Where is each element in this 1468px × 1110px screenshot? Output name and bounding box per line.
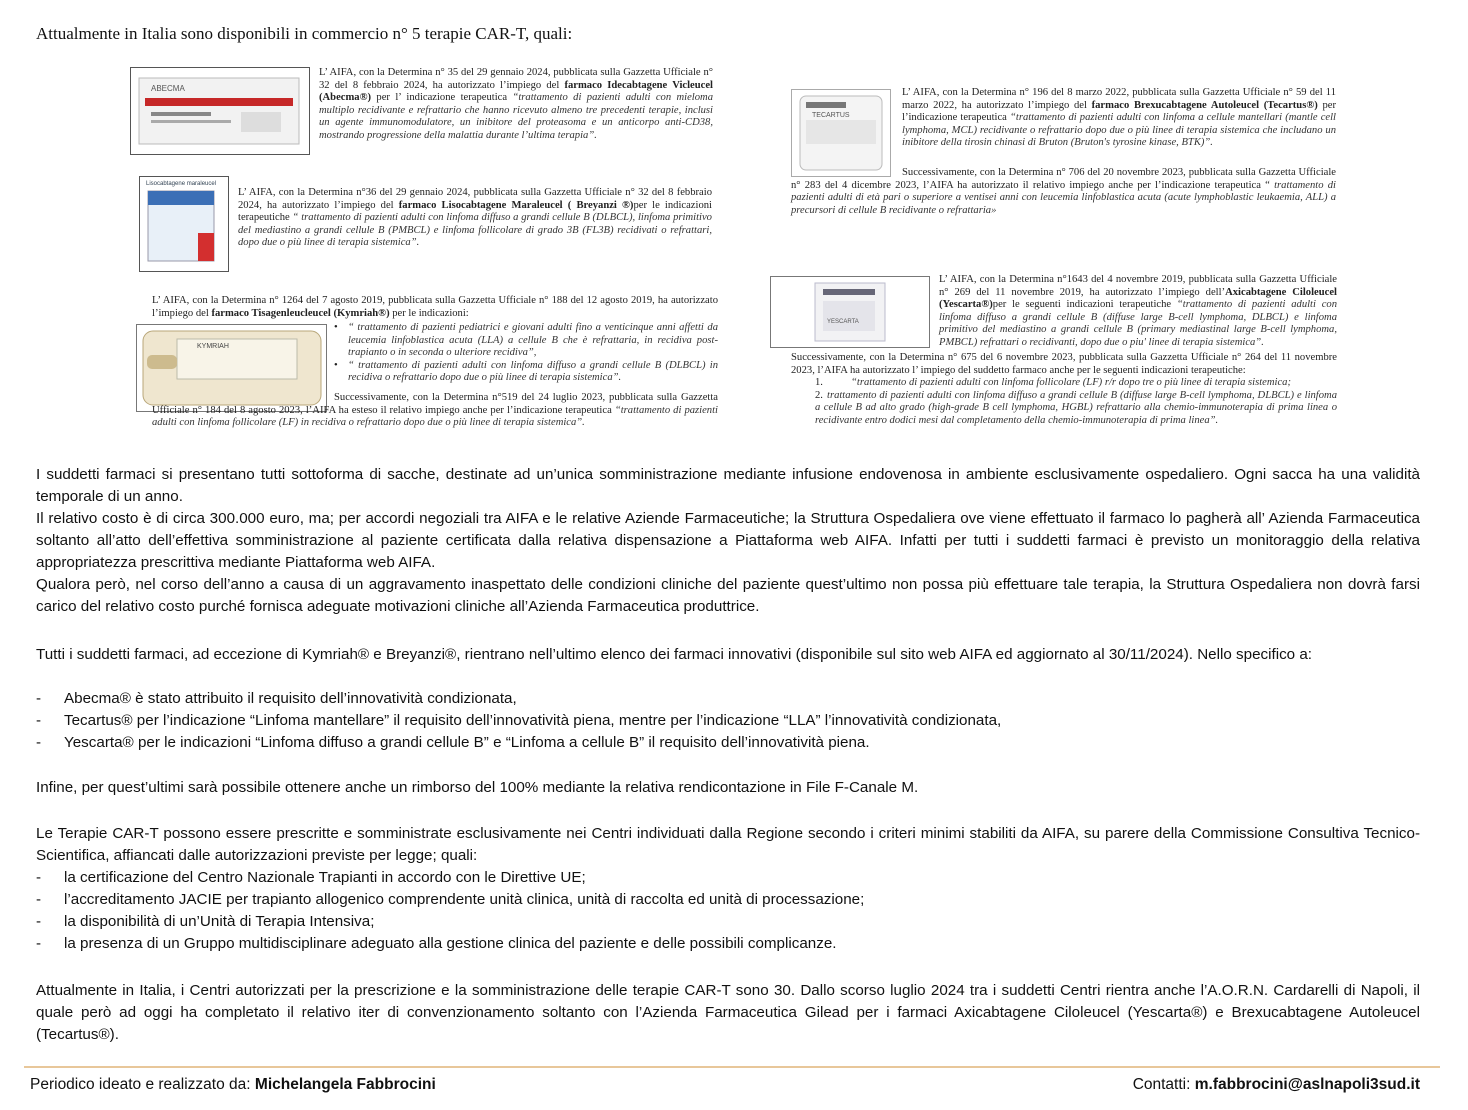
- kymriah-text-tail: Successivamente, con la Determina n°519 del 24 luglio 2023, pubblicata sulla Gazzetta Ufficiale n° 184 del 8 agosto 2023, l’AIFA ha esteso il relativo impiego anche per l’indicazione terapeutica “trattamento di pazienti adulti con linfoma follicolare (LF) in recidiva o refrattario dopo due o più linee di terapia sistemica”.: [152, 392, 718, 429]
- list-item: - Tecartus® per l’indicazione “Linfoma mantellare” il requisito dell’innovatività piena, mentre per l’indicazione “LLA” l’innovatività condizionata,: [36, 712, 1002, 729]
- footer-divider: [24, 1066, 1440, 1068]
- author-name: Michelangela Fabbrocini: [254, 1076, 436, 1093]
- yescarta-item-1: 1. “trattamento di pazienti adulti con linfoma follicolare (LF) r/r dopo tre o più linee di terapia sistemica;: [815, 377, 1292, 389]
- breyanzi-text: L’ AIFA, con la Determina n°36 del 29 gennaio 2024, pubblicata sulla Gazzetta Ufficiale n° 32 del 8 febbraio 2024, ha autorizzato l’impiego del farmaco Lisocabtagene Maraleucel ( Breyanzi ®)per le indicazioni terapeutiche “ trattamento di pazienti adulti con linfoma diffuso a grandi cellule B (DLBCL), linfoma primitivo del mediastino a grandi cellule B (PMBCL) e linfoma follicolare di grado 3B (FL3B) recidivati o refrattari, dopo due o più linee di terapia sistemica”.: [238, 187, 712, 249]
- kymriah-bullets: [334, 322, 718, 385]
- breyanzi-package-label: Lisocabtagene maraleucel: [146, 181, 217, 187]
- requirements-list: [36, 867, 864, 955]
- list-item: - Abecma® è stato attribuito il requisito dell’innovatività condizionata,: [36, 690, 517, 707]
- tecartus-bag-image: [791, 89, 891, 177]
- kymriah-bullet-2: • “ trattamento di pazienti adulti con linfoma diffuso a grandi cellule B (DLBCL) in recidiva o refrattario dopo due o più linee di terapia sistemica”.: [334, 359, 718, 384]
- innovative-list: [36, 688, 1001, 754]
- yescarta-bag-image: [770, 276, 930, 348]
- intro-line: Attualmente in Italia sono disponibili in commercio n° 5 terapie CAR-T, quali:: [36, 24, 573, 43]
- tecartus-bag-icon: [792, 90, 890, 176]
- paragraph-authorized-centers: Attualmente in Italia, i Centri autorizzati per la prescrizione e la somministrazione delle terapie CAR-T sono 30. Dallo scorso luglio 2024 tra i suddetti Centri rientra anche l’A.O.R.N. Cardarelli di Napoli, il quale però ad oggi ha completato il relativo iter di convenzionamento soltanto con l’Azienda Farmaceutica Gilead per i farmaci Axicabtagene Ciloleucel (Yescarta®) e Brexucabtagene Autoleucel (Tecartus®).: [36, 982, 1420, 1043]
- footer-author: Periodico ideato e realizzato da: Michelangela Fabbrocini: [30, 1076, 436, 1093]
- breyanzi-package-image: [139, 176, 229, 272]
- kymriah-text-head: L’ AIFA, con la Determina n° 1264 del 7 agosto 2019, pubblicata sulla Gazzetta Ufficiale n° 188 del 12 agosto 2019, ha autorizzato l’impiego del farmaco Tisagenleucleucel (Kymriah®) per le indicazioni:: [152, 295, 718, 319]
- yescarta-bag-label: YESCARTA: [827, 319, 859, 325]
- kymriah-bag-label: KYMRIAH: [197, 343, 229, 350]
- kymriah-bullet-1: • “ trattamento di pazienti pediatrici e giovani adulti fino a venticinque anni affetti da leucemia linfoblastica acuta (LLA) a cellule B che è refrattaria, in recidiva post-trapianto o in seconda o ulteriore recidiva”,: [334, 322, 718, 359]
- tecartus-text-top: L’ AIFA, con la Determina n° 196 del 8 marzo 2022, pubblicata sulla Gazzetta Ufficiale n° 59 del 11 marzo 2022, ha autorizzato l’impiego del farmaco Brexucabtagene Autoleucel (Tecartus®) per l’indicazione terapeutica “trattamento di pazienti adulti con linfoma a cellule mantellari (mantle cell lymphoma, MCL) recidivante o refrattario dopo due o più linee di terapia sistemica che includano un inibitore della tirosin chinasi di Bruton (Bruton's tyrosine kinase, BTK)”.: [902, 87, 1336, 149]
- paragraph-exception: Qualora però, nel corso dell’anno a causa di un aggravamento inaspettato delle condizioni cliniche del paziente quest’ultimo non possa più effettuare tale terapia, la Struttura Ospedaliera non dovrà farsi carico del relativo costo purché fornisca adeguate motivazioni cliniche all’Azienda Farmaceutica produttrice.: [36, 576, 1420, 615]
- yescarta-item-2: 2. trattamento di pazienti adulti con linfoma diffuso a grandi cellule B (diffuse large B-cell lymphoma, DLBCL) e linfoma a cellule B ad alto grado (high-grade B cell lymphoma, HGBL) refrattario alla chemio-immunoterapia di prima linea o recidivante entro dodici mesi dal completamento della chemio-immunoterapia di prima linea”.: [815, 389, 1337, 426]
- paragraph-innovative: Tutti i suddetti farmaci, ad eccezione di Kymriah® e Breyanzi®, rientrano nell’ultimo elenco dei farmaci innovativi (disponibile sul sito web AIFA ed aggiornato al 30/11/2024). Nello specifico a:: [36, 646, 1313, 663]
- contact-email[interactable]: m.fabbrocini@aslnapoli3sud.it: [1194, 1076, 1420, 1093]
- list-item: - la presenza di un Gruppo multidisciplinare adeguato alla gestione clinica del paziente e delle possibili complicanze.: [36, 935, 837, 952]
- abecma-text: L’ AIFA, con la Determina n° 35 del 29 gennaio 2024, pubblicata sulla Gazzetta Ufficiale n° 32 del 8 febbraio 2024, ha autorizzato l’impiego del farmaco Idecabtagene Vicleucel (Abecma®) per l’ indicazione terapeutica “trattamento di pazienti adulti con mieloma multiplo recidivante e refrattario che hanno ricevuto almeno tre precedenti terapie, inclusi un agente immunomodulatore, un inibitore del proteasoma e un anticorpo anti-CD38, mostrando progressione della malattia durante l’ultima terapia”.: [319, 67, 713, 141]
- paragraph-cost: Il relativo costo è di circa 300.000 euro, ma; per accordi negoziali tra AIFA e le relative Aziende Farmaceutiche; la Struttura Ospedaliera ove viene effettuato il farmaco lo pagherà all’ Azienda Farmaceutica soltanto all’atto dell’effettiva somministrazione al paziente certificata dalla relativa dispensazione a Piattaforma web AIFA. Infatti per tutti i suddetti farmaci è previsto un monitoraggio della relativa appropriatezza prescrittiva mediante Piattaforma web AIFA.: [36, 510, 1420, 571]
- abecma-package-image: [130, 67, 310, 155]
- list-item: - la certificazione del Centro Nazionale Trapianti in accordo con le Direttive UE;: [36, 869, 586, 886]
- paragraph-refund: Infine, per quest’ultimi sarà possibile ottenere anche un rimborso del 100% mediante la relativa rendicontazione in File F-Canale M.: [36, 779, 919, 796]
- yescarta-text-bottom: [791, 352, 1337, 428]
- abecma-package-label: ABECMA: [151, 84, 185, 93]
- yescarta-bag-icon: [771, 277, 929, 347]
- list-item: - l’accreditamento JACIE per trapianto allogenico comprendente unità clinica, unità di raccolta ed unità di processazione;: [36, 891, 865, 908]
- abecma-package-icon: [131, 68, 309, 154]
- yescarta-followup: Successivamente, con la Determina n° 675 del 6 novembre 2023, pubblicata sulla Gazzetta Ufficiale n° 264 del 11 novembre 2023, l’AIFA ha autorizzato l’ impiego del suddetto farmaco anche per le seguenti indicazioni terapeutiche:: [791, 352, 1337, 376]
- list-item: - Yescarta® per le indicazioni “Linfoma diffuso a grandi cellule B” e “Linfoma a cellule B” il requisito dell’innovatività piena.: [36, 734, 870, 751]
- paragraph-centers-criteria: Le Terapie CAR-T possono essere prescritte e somministrate esclusivamente nei Centri individuati dalla Regione secondo i criteri minimi stabiliti da AIFA, su parere della Commissione Consultiva Tecnico-Scientifica, affiancati dalle autorizzazioni previste per legge; quali:: [36, 825, 1420, 864]
- list-item: - la disponibilità di un’Unità di Terapia Intensiva;: [36, 913, 375, 930]
- footer-contacts: Contatti: m.fabbrocini@aslnapoli3sud.it: [1132, 1076, 1420, 1093]
- yescarta-text-top: L’ AIFA, con la Determina n°1643 del 4 novembre 2019, pubblicata sulla Gazzetta Ufficiale n° 269 del 11 novembre 2019, ha autorizzato l’impiego dell’Axicabtagene Ciloleucel (Yescarta®)per le seguenti indicazioni terapeutiche “trattamento di pazienti adulti con linfoma diffuso a grandi cellule B (diffuse large B-cell lymphoma, DLBCL) e linfoma primitivo del mediastino a grandi cellule B (primary mediastinal large B-cell lymphoma, PMBCL) refrattari o recidivanti, dopo due o piu' linee di terapia sistemica”.: [939, 274, 1337, 348]
- tecartus-text-bottom: Successivamente, con la Determina n° 706 del 20 novembre 2023, pubblicata sulla Gazzetta Ufficiale n° 283 del 4 dicembre 2023, l’AIFA ha autorizzato il relativo impiego anche per l’indicazione terapeutica “ trattamento di pazienti adulti di età pari o superiore a ventisei anni con leucemia linfoblastica acuta (acute lymphoblastic leukaemia, ALL) a precursori di cellule B recidivante o refrattaria»: [791, 167, 1336, 216]
- paragraph-format: I suddetti farmaci si presentano tutti sottoforma di sacche, destinate ad un’unica somministrazione mediante infusione endovenosa in ambiente esclusivamente ospedaliero. Ogni sacca ha una validità temporale di un anno.: [36, 466, 1420, 505]
- breyanzi-package-icon: [140, 177, 228, 271]
- tecartus-bag-label: TECARTUS: [812, 112, 850, 119]
